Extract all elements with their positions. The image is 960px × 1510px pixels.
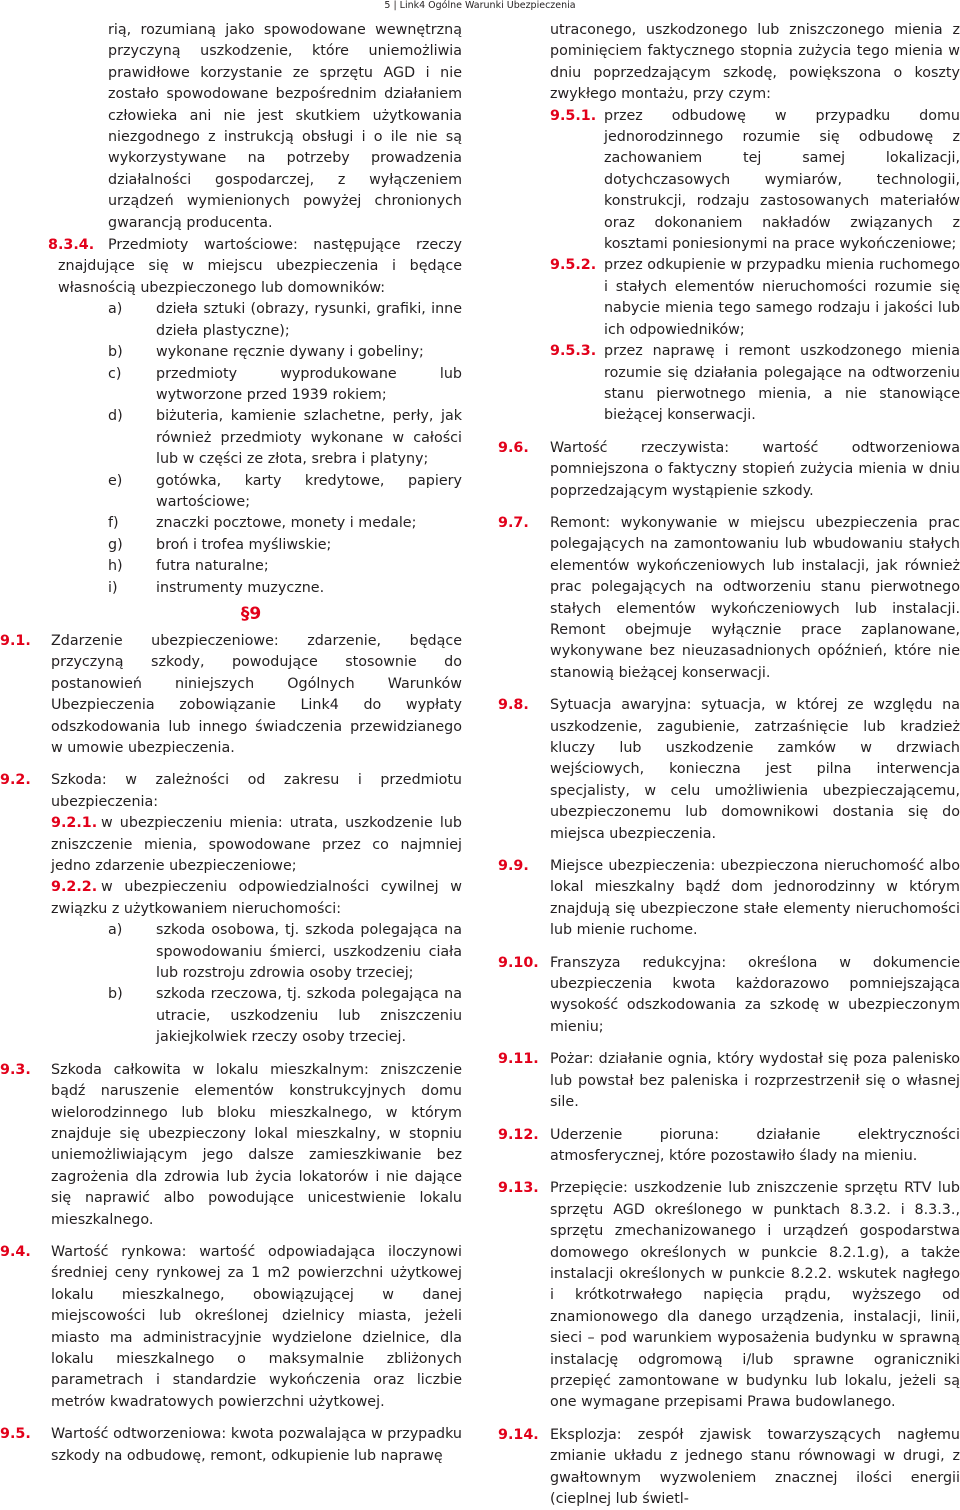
paragraph-text: Eksplozja: zespół zjawisk towarzyszących nagłemu zmianie układu z jednego stanu równowagi w drugi, z gwałtownym wyzwoleniem znacznej ilości energii (cieplnej lub świetl-: [550, 1426, 960, 1507]
right-column: [498, 20, 960, 1510]
paragraph-text: przez odbudowę w przypadku domu jednorodzinnego rozumie się odbudowę z zachowaniem tej samej lokalizacji, dotychczasowych wymiarów, technologii, konstrukcji, rodzaju zastosowanych materiałów oraz dokonaniem nakładów związanych z kosztami poniesionymi na prace wykończeniowe;: [604, 107, 960, 253]
paragraph-text: w ubezpieczeniu mienia: utrata, uszkodzenie lub zniszczenie mienia, spowodowane przez co najmniej jedno zdarzenie ubezpieczeniowe;: [51, 815, 462, 875]
paragraph-number: 9.2.: [0, 772, 31, 789]
paragraph-number: 9.11.: [498, 1051, 539, 1068]
paragraph-number: 9.13.: [498, 1180, 539, 1197]
paragraph-9-9: [498, 856, 960, 942]
paragraph-number: 9.1.: [0, 632, 31, 649]
paragraph-9-2-1: [0, 813, 462, 877]
paragraph-number: 9.14.: [498, 1426, 539, 1443]
paragraph-number: 9.2.1.: [51, 815, 98, 832]
paragraph-text: Przedmioty wartościowe: następujące rzeczy znajdujące się w miejscu ubezpieczenia i będące własnością ubezpieczonego lub domowników:: [58, 237, 462, 296]
list-item: a) szkoda osobowa, tj. szkoda polegająca na spowodowaniu śmierci, uszkodzeniu ciała lub rozstroju zdrowia osoby trzeciej;: [108, 922, 462, 982]
paragraph-number: 9.5.: [0, 1426, 31, 1443]
paragraph-text: Przepięcie: uszkodzenie lub zniszczenie sprzętu RTV lub sprzętu AGD określonego w punktach 8.3.2. i 8.3.3., sprzętu zmechanizowanego i urządzeń gospodarstwa domowego określonych w punkcie 8.2.1.g), a także instalacji określonych w punkcie 8.2.2. wskutek nagłego i krótkotrwałego napięcia prądu, wyższego od znamionowego dla danego urządzenia, instalacji, linii, sieci – pod warunkiem wyposażenia budynku w sprawną instalację odgromową i/lub sprawne ograniczniki przepięć zamontowane w budynku lub lokalu, jeżeli są one wymagane przepisami Prawa budowlanego.: [550, 1180, 960, 1411]
paragraph-number: 9.5.2.: [550, 257, 597, 274]
list-item: i) instrumenty muzyczne.: [108, 579, 325, 596]
section-heading: §9: [240, 603, 262, 624]
paragraph-text: Szkoda całkowita w lokalu mieszkalnym: zniszczenie bądź naruszenie elementów konstrukcyjnych domu wielorodzinnego lub bloku mieszkalnego, w którym znajduje się ubezpieczony lokal mieszkalny, w stopniu uniemożliwiającym jego dalsze zamieszkiwanie bez zagrożenia dla zdrowia lub życia lokatorów i nie dające się naprawić albo powodujące unicestwienie lokalu mieszkalnego.: [51, 1061, 462, 1228]
paragraph-9-5-1: [498, 106, 960, 256]
paragraph-9-5-2: [498, 255, 960, 341]
list-item: a) dzieła sztuki (obrazy, rysunki, grafiki, inne dzieła plastyczne);: [108, 301, 462, 339]
list-item: f) znaczki pocztowe, monety i medale;: [108, 515, 417, 532]
paragraph-9-10: [498, 953, 960, 1039]
paragraph-text: Zdarzenie ubezpieczeniowe: zdarzenie, będące przyczyną szkody, powodujące stosownie do postanowień niniejszych Ogólnych Warunków Ubezpieczenia zobowiązanie Link4 do wypłaty odszkodowania lub innego świadczenia przewidzianego w umowie ubezpieczenia.: [51, 632, 462, 756]
paragraph-text: Uderzenie pioruna: działanie elektryczności atmosferycznej, które pozostawiło ślady na mieniu.: [550, 1126, 960, 1164]
paragraph-9-1: [0, 631, 462, 759]
list-item: b) szkoda rzeczowa, tj. szkoda polegająca na utracie, uszkodzeniu lub zniszczeniu jakiejkolwiek rzeczy osoby trzeciej.: [108, 986, 462, 1046]
paragraph-number: 9.5.1.: [550, 107, 597, 124]
paragraph-9-6: [498, 438, 960, 502]
paragraph-text: Sytuacja awaryjna: sytuacja, w której ze względu na uszkodzenie, zagubienie, zatrzaśnięcie lub kradzież kluczy lub uszkodzenie zamków w drzwiach wejściowych, konieczna jest pilna interwencja specjalisty, w celu umożliwienia ubezpieczającemu, ubezpieczonemu lub domownikowi dostania się do miejsca ubezpieczenia.: [550, 697, 960, 842]
list-item: e) gotówka, karty kredytowe, papiery wartościowe;: [108, 472, 462, 510]
paragraph-9-12: [498, 1125, 960, 1168]
paragraph-text: Wartość odtworzeniowa: kwota pozwalająca w przypadku szkody na odbudowę, remont, odkupienie lub naprawę: [51, 1426, 462, 1464]
list-8-3-4: [0, 299, 462, 599]
paragraph-9-14: [498, 1425, 960, 1510]
continued-paragraph-8-3-3: rią, rozumianą jako spowodowane wewnętrzną przyczyną uszkodzenie, które uniemożliwia prawidłowe korzystanie ze sprzętu AGD i nie zostało spowodowane bezpośrednim działaniem człowieka ani nie jest skutkiem użytkowania niezgodnego z instrukcją obsługi i o ile nie są wykorzystywane na potrzeby prowadzenia działalności gospodarczej, z wyłączeniem urządzeń wymienionych powyżej chronionych gwarancją producenta.: [108, 22, 462, 231]
paragraph-8-3-4: [0, 235, 462, 299]
paragraph-number: 9.10.: [498, 954, 539, 971]
list-item: g) broń i trofea myśliwskie;: [108, 536, 332, 553]
paragraph-number: 9.5.3.: [550, 343, 597, 360]
list-9-2-2: [0, 920, 462, 1048]
paragraph-number: 9.6.: [498, 439, 529, 456]
paragraph-number: 9.3.: [0, 1061, 31, 1078]
paragraph-text: Szkoda: w zależności od zakresu i przedmiotu ubezpieczenia:: [51, 772, 462, 810]
paragraph-text: Miejsce ubezpieczenia: ubezpieczona nieruchomość albo lokal mieszkalny bądź dom jednorodzinny w którym znajdują się ubezpieczone stałe elementy nieruchomości lub mienie ruchome.: [550, 858, 960, 939]
paragraph-9-3: [0, 1060, 462, 1231]
paragraph-9-4: [0, 1242, 462, 1413]
paragraph-number: 8.3.4.: [48, 237, 95, 254]
page-header: 5 | Link4 Ogólne Warunki Ubezpieczenia: [384, 0, 576, 11]
paragraph-9-5: [0, 1424, 462, 1467]
list-item: h) futra naturalne;: [108, 558, 269, 575]
paragraph-number: 9.8.: [498, 697, 529, 714]
list-item: c) przedmioty wyprodukowane lub wytworzone przed 1939 rokiem;: [108, 365, 462, 403]
paragraph-number: 9.2.2.: [51, 879, 98, 896]
paragraph-9-7: [498, 513, 960, 684]
paragraph-text: przez odkupienie w przypadku mienia ruchomego i stałych elementów nieruchomości rozumie się nabycie mienia tego samego rodzaju i jakości lub ich odpowiedników;: [604, 257, 960, 338]
paragraph-text: Wartość rynkowa: wartość odpowiadająca iloczynowi średniej ceny rynkowej za 1 m2 powierzchni użytkowej lokalu mieszkalnego, obowiązującej w danej miejscowości lub określonej dzielnicy miasta, jeżeli miasto ma administracyjnie wydzielone dzielnice, dla lokalu mieszkalnego o maksymalnie zbliżonych parametrach i standardzie wykończenia oraz liczbie metrów kwadratowych powierzchni użytkowej.: [51, 1243, 462, 1410]
paragraph-text: w ubezpieczeniu odpowiedzialności cywilnej w związku z użytkowaniem nieruchomości:: [51, 879, 462, 917]
paragraph-9-13: [498, 1178, 960, 1413]
paragraph-text: Pożar: działanie ognia, który wydostał się poza palenisko lub powstał bez paleniska i rozprzestrzenił się o własnej sile.: [550, 1051, 960, 1111]
paragraph-9-2-2: [0, 877, 462, 920]
paragraph-number: 9.12.: [498, 1126, 539, 1143]
list-item: b) wykonane ręcznie dywany i gobeliny;: [108, 344, 424, 361]
paragraph-9-8: [498, 695, 960, 845]
paragraph-number: 9.4.: [0, 1243, 31, 1260]
paragraph-number: 9.7.: [498, 514, 529, 531]
paragraph-text: Remont: wykonywanie w miejscu ubezpieczenia prac polegających na zamontowaniu lub wbudowaniu stałych elementów wykończeniowych lub instalacji, jak również prac polegających na odtworzeniu stanu pierwotnego stałych elementów wykończeniowych lub instalacji. Remont obejmuje wyłącznie prace zaplanowane, wykonywane bez nieuzasadnionych opóźnień, które nie stanowią bieżącej konserwacji.: [550, 514, 960, 681]
paragraph-number: 9.9.: [498, 858, 529, 875]
paragraph-text: Wartość rzeczywista: wartość odtworzeniowa pomniejszona o faktyczny stopień zużycia mienia w dniu poprzedzającym wystąpienie szkody.: [550, 439, 960, 499]
paragraph-text: Franszyza redukcyjna: określona w dokumencie ubezpieczenia kwota każdorazowo pomniejszająca wysokość odszkodowania za szkodę w ubezpieczonym mieniu;: [550, 954, 960, 1035]
paragraph-9-11: [498, 1049, 960, 1113]
paragraph-text: przez naprawę i remont uszkodzonego mienia rozumie się działania polegające na odtworzeniu stanu pierwotnego mienia, a nie stanowiące bieżącej konserwacji.: [604, 343, 960, 424]
left-column: [0, 20, 462, 1467]
list-item: d) biżuteria, kamienie szlachetne, perły, jak również przedmioty wykonane w całości lub w części ze złota, srebra i platyny;: [108, 408, 462, 468]
paragraph-9-5-3: [498, 341, 960, 427]
paragraph-9-2: [0, 770, 462, 813]
continued-paragraph-9-5: utraconego, uszkodzonego lub zniszczonego mienia z pominięciem faktycznego stopnia zużycia tego mienia w dniu poprzedzającym szkodę, powiększona o koszty zwykłego montażu, przy czym:: [550, 22, 960, 103]
